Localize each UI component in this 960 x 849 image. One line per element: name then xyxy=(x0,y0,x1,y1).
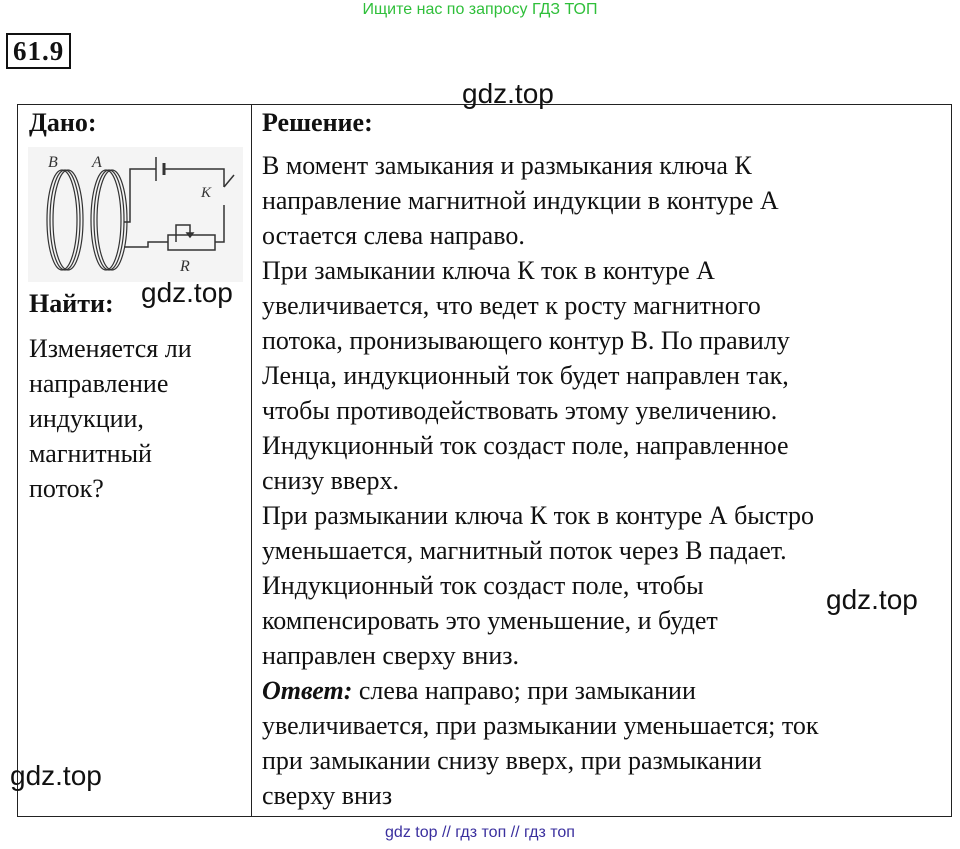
solution-line: остается слева направо. xyxy=(262,221,525,250)
solution-line: При замыкании ключа К ток в контуре А xyxy=(262,256,715,285)
solution-line: увеличивается, что ведет к росту магнитного xyxy=(262,291,761,320)
solution-line: Индукционный ток создаст поле, направленное xyxy=(262,431,789,460)
footer-links: gdz top // гдз топ // гдз топ xyxy=(385,824,575,841)
watermark: gdz.top xyxy=(10,760,102,791)
solution-line: Ленца, индукционный ток будет направлен так, xyxy=(262,361,789,390)
task-number: 61.9 xyxy=(6,33,71,69)
solution-line: снизу вверх. xyxy=(262,466,400,495)
coil-b-label: B xyxy=(48,154,58,171)
question-line: Изменяется ли xyxy=(29,334,192,363)
solution-line: уменьшается, магнитный поток через В падает. xyxy=(262,536,787,565)
answer-label: Ответ: xyxy=(262,676,353,705)
answer-line: сверху вниз xyxy=(262,781,393,810)
watermark: gdz.top xyxy=(826,584,918,615)
column-divider xyxy=(251,105,252,816)
question-text xyxy=(29,331,244,506)
solution-line: Индукционный ток создаст поле, чтобы xyxy=(262,571,704,600)
given-header: Дано: xyxy=(29,108,97,137)
solution-body xyxy=(262,148,947,813)
rheostat-label: R xyxy=(180,258,190,275)
watermark: gdz.top xyxy=(462,78,554,109)
circuit-diagram xyxy=(28,147,243,282)
find-header: Найти: xyxy=(29,289,114,318)
solution-line: чтобы противодействовать этому увеличению. xyxy=(262,396,778,425)
solution-line: направлен сверху вниз. xyxy=(262,641,520,670)
solution-line: направление магнитной индукции в контуре А xyxy=(262,186,779,215)
question-line: поток? xyxy=(29,474,104,503)
solution-line: компенсировать это уменьшение, и будет xyxy=(262,606,718,635)
watermark: gdz.top xyxy=(141,277,233,308)
key-label: K xyxy=(201,185,212,201)
question-line: индукции, xyxy=(29,404,144,433)
solution-header: Решение: xyxy=(262,108,373,137)
solution-line: В момент замыкания и размыкания ключа К xyxy=(262,151,752,180)
answer-line xyxy=(262,673,947,708)
question-line: магнитный xyxy=(29,439,152,468)
answer-line: увеличивается, при размыкании уменьшается; ток xyxy=(262,711,819,740)
coil-a-label: A xyxy=(92,154,102,171)
solution-table xyxy=(17,104,952,817)
top-banner: Ищите нас по запросу ГДЗ ТОП xyxy=(362,1,598,18)
answer-text: слева направо; при замыкании xyxy=(352,676,696,705)
question-line: направление xyxy=(29,369,169,398)
solution-line: При размыкании ключа К ток в контуре А быстро xyxy=(262,501,814,530)
answer-line: при замыкании снизу вверх, при размыкании xyxy=(262,746,762,775)
solution-line: потока, пронизывающего контур В. По правилу xyxy=(262,326,790,355)
